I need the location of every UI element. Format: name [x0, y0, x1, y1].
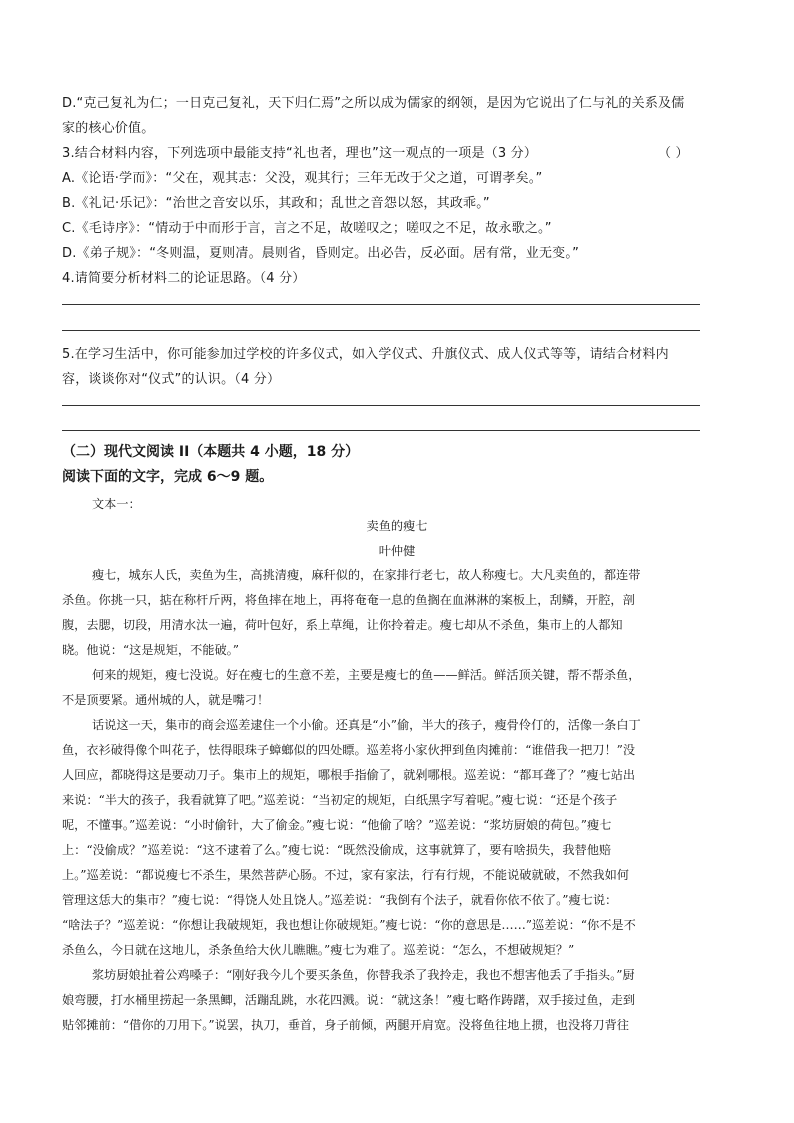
- question-3-option-d: D.《弟子规》：“冬则温，夏则凊。晨则省，昏则定。出必告，反必面。居有常，业无变。”: [62, 246, 580, 261]
- story-title: 卖鱼的瘦七: [366, 519, 428, 533]
- story-line: 呢，不懂事。”巡差说：“小时偷针，大了偷金。”瘦七说：“他偷了啥？”巡差说：“浆坊厨娘的荷包。”瘦七: [62, 818, 612, 832]
- story-line: 瘦七，城东人氏，卖鱼为生，高挑清瘦，麻秆似的，在家排行老七，故人称瘦七。大凡卖鱼的，都连带: [92, 568, 641, 582]
- story-line: 杀鱼。你挑一只，掂在称杆斤两，将鱼摔在地上，再将奄奄一息的鱼搁在血淋淋的案板上，刮鳞，开腔，剖: [62, 593, 635, 607]
- question-3-option-c: C.《毛诗序》：“情动于中而形于言，言之不足，故嗟叹之；嗟叹之不足，故永歌之。”: [62, 221, 552, 236]
- question-5-line-2: 容，谈谈你对“仪式”的认识。（4 分）: [62, 372, 281, 387]
- section-heading: （二）现代文阅读 II（本题共 4 小题，18 分）: [62, 444, 360, 460]
- answer-line[interactable]: [62, 405, 700, 406]
- story-line: 话说这一天，集市的商会巡差逮住一个小偷。还真是“小”偷，半大的孩子，瘦骨伶仃的，活像一条白丁: [92, 718, 641, 732]
- story-line: 上。”巡差说：“都说瘦七不杀生，果然菩萨心肠。不过，家有家法，行有行规，不能说破就破，不然我如何: [62, 868, 629, 882]
- question-4: 4.请简要分析材料二的论证思路。（4 分）: [62, 271, 306, 286]
- story-line: 来说：“半大的孩子，我看就算了吧。”巡差说：“当初定的规矩，白纸黑字写着呢。”瘦七说：“还是个孩子: [62, 793, 618, 807]
- answer-bracket[interactable]: （ ）: [658, 146, 689, 161]
- story-author: 叶仲健: [378, 544, 416, 558]
- story-line: 人回应，都晓得这是要动刀子。集市上的规矩，哪根手指偷了，就剁哪根。巡差说：“都耳聋了？”瘦七站出: [62, 768, 636, 782]
- story-line: 杀鱼么，今日就在这地儿，杀条鱼给大伙儿瞧瞧。”瘦七为难了。巡差说：“怎么，不想破规矩？”: [62, 943, 575, 957]
- option-d-line-2: 家的核心价值。: [62, 121, 155, 136]
- question-3: 3.结合材料内容，下列选项中最能支持“礼也者，理也”这一观点的一项是（3 分）: [62, 146, 538, 161]
- story-line: 管理这恁大的集市？”瘦七说：“得饶人处且饶人。”巡差说：“我倒有个法子，就看你依不依了。”瘦七说：: [62, 893, 618, 907]
- text-label: 文本一：: [92, 497, 141, 511]
- question-3-option-a: A.《论语·学而》：“父在，观其志：父没，观其行；三年无改于父之道，可谓孝矣。”: [62, 171, 543, 186]
- story-line: 贴邻摊前：“借你的刀用下。”说罢，执刀，垂首，身子前倾，两腿开肩宽。没将鱼往地上掼，也没将刀背往: [62, 1018, 629, 1032]
- story-line: 不是顶要紧。通州城的人，就是嘴刁！: [62, 693, 270, 707]
- section-instruction: 阅读下面的文字，完成 6～9 题。: [62, 469, 274, 485]
- story-line: 晓。他说：“这是规矩，不能破。”: [62, 643, 239, 657]
- option-d-line-1: D.“克己复礼为仁；一日克己复礼，天下归仁焉”之所以成为儒家的纲领，是因为它说出了仁与礼的关系及儒: [62, 96, 685, 111]
- question-3-option-b: B.《礼记·乐记》：“治世之音安以乐，其政和；乱世之音怨以怒，其政乖。”: [62, 196, 490, 211]
- story-line: 腹，去腮，切段，用清水汰一遍，荷叶包好，系上草绳，让你拎着走。瘦七却从不杀鱼，集市上的人都知: [62, 618, 623, 632]
- story-line: 浆坊厨娘扯着公鸡嗓子：“刚好我今儿个要买条鱼，你替我杀了我拎走，我也不想害他丢了手指头。”厨: [92, 968, 635, 982]
- answer-line[interactable]: [62, 430, 700, 431]
- answer-line[interactable]: [62, 330, 700, 331]
- question-5-line-1: 5.在学习生活中，你可能参加过学校的许多仪式，如入学仪式、升旗仪式、成人仪式等等，请结合材料内: [62, 347, 669, 362]
- story-line: 何来的规矩，瘦七没说。好在瘦七的生意不差，主要是瘦七的鱼——鲜活。鲜活顶关键，帮不帮杀鱼，: [92, 668, 641, 682]
- answer-line[interactable]: [62, 304, 700, 305]
- story-line: 鱼，衣衫破得像个叫花子，怯得眼珠子蟑螂似的四处瞟。巡差将小家伙押到鱼肉摊前：“谁借我一把刀！”没: [62, 743, 636, 757]
- story-line: “啥法子？”巡差说：“你想让我破规矩，我也想让你破规矩。”瘦七说：“你的意思是……”巡差说：“你不是不: [62, 918, 636, 932]
- story-line: 娘弯腰，打水桶里捞起一条黑鲫，活蹦乱跳，水花四溅。说：“就这条！”瘦七略作踌躇，双手接过鱼，走到: [62, 993, 636, 1007]
- story-line: 上：“没偷成？”巡差说：“这不逮着了么。”瘦七说：“既然没偷成，这事就算了，要有啥损失，我替他赔: [62, 843, 612, 857]
